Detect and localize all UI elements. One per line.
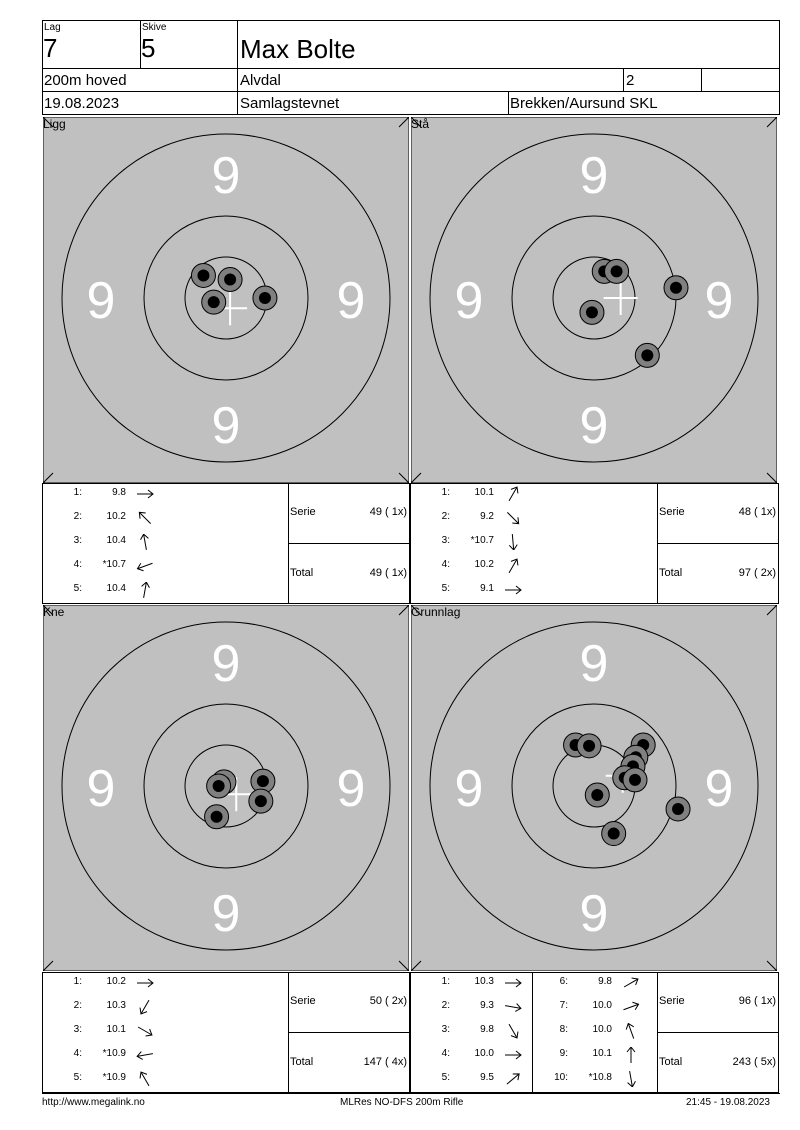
direction-arrow-icon (136, 975, 154, 991)
header-field-2: 2 (626, 72, 635, 89)
table-border (410, 483, 411, 603)
serie-value: 48 ( 1x) (738, 506, 776, 518)
direction-arrow-icon (504, 999, 522, 1015)
shot-number: 3: (73, 1024, 82, 1035)
shot-row (48, 559, 158, 575)
total-label: Total (659, 1056, 683, 1068)
shot-hole (577, 734, 601, 758)
direction-arrow-icon (136, 1071, 154, 1087)
shot-value: *10.7 (102, 559, 126, 570)
shot-number: 4: (441, 559, 450, 570)
serie-label: Serie (659, 995, 685, 1007)
skive-label: Skive (142, 22, 167, 33)
shot-row (416, 535, 526, 551)
shot-hole (585, 783, 609, 807)
shot-value: 10.3 (106, 1000, 126, 1011)
lag-label: Lag (44, 22, 61, 33)
ring-number-label: 9 (704, 760, 734, 818)
shot-value: 9.8 (480, 1024, 494, 1035)
table-border (657, 543, 778, 544)
shooter-name: Max Bolte (240, 34, 356, 64)
shot-value: 10.2 (474, 559, 494, 570)
shot-hole (205, 805, 229, 829)
direction-arrow-icon (136, 1047, 154, 1063)
shot-value: 9.5 (480, 1072, 494, 1083)
footer-timestamp: 21:45 - 19.08.2023 (686, 1097, 770, 1108)
total-label: Total (290, 1056, 314, 1068)
table-border (288, 1032, 409, 1033)
organizer-name: Brekken/Aursund SKL (510, 95, 658, 112)
ring-number-label: 9 (336, 760, 366, 818)
target-svg (43, 605, 409, 971)
target-svg (411, 605, 777, 971)
shot-row (416, 976, 526, 992)
footer-software: MLRes NO-DFS 200m Rifle (340, 1097, 464, 1108)
total-value: 243 ( 5x) (732, 1056, 776, 1068)
shot-row (416, 583, 526, 599)
ring-number-label: 9 (579, 147, 609, 205)
shot-row (416, 1000, 526, 1016)
shot-row (48, 535, 158, 551)
shot-number: 3: (73, 535, 82, 546)
table-border (410, 603, 778, 604)
shot-value: 9.8 (598, 976, 612, 987)
shot-row (416, 487, 526, 503)
score-table (42, 972, 409, 1092)
shot-hole (249, 789, 273, 813)
skive-value: 5 (141, 33, 156, 63)
shot-row (416, 511, 526, 527)
direction-arrow-icon (504, 582, 522, 598)
direction-arrow-icon (504, 1071, 522, 1087)
shot-number: 4: (73, 1048, 82, 1059)
direction-arrow-icon (504, 486, 522, 502)
shot-value: 10.1 (592, 1048, 612, 1059)
serie-value: 49 ( 1x) (369, 506, 407, 518)
shot-row (48, 511, 158, 527)
shot-row (48, 1072, 158, 1088)
shot-row (416, 559, 526, 575)
direction-arrow-icon (622, 1071, 640, 1087)
table-border (410, 972, 778, 973)
shot-row (416, 1072, 526, 1088)
shot-value: 9.3 (480, 1000, 494, 1011)
shot-hole (580, 300, 604, 324)
table-border (42, 972, 409, 973)
shot-row (48, 1048, 158, 1064)
shot-value: 10.3 (474, 976, 494, 987)
ring-number-label: 9 (579, 397, 609, 455)
table-border (42, 603, 409, 604)
shot-hole (623, 768, 647, 792)
table-border (42, 972, 43, 1092)
shot-hole (605, 259, 629, 283)
shot-hole (191, 263, 215, 287)
shot-value: 10.0 (592, 1000, 612, 1011)
total-value: 49 ( 1x) (369, 567, 407, 579)
shot-hole (666, 797, 690, 821)
shot-number: 1: (73, 487, 82, 498)
shot-hole (202, 290, 226, 314)
shot-row (534, 1024, 644, 1040)
shot-number: 7: (559, 1000, 568, 1011)
footer-url: http://www.megalink.no (42, 1097, 145, 1108)
shot-number: 4: (73, 559, 82, 570)
target-card (411, 605, 777, 971)
direction-arrow-icon (504, 1047, 522, 1063)
club-name: Alvdal (240, 72, 281, 89)
score-table (42, 483, 409, 603)
shot-row (534, 1072, 644, 1088)
total-label: Total (659, 567, 683, 579)
total-label: Total (290, 567, 314, 579)
serie-label: Serie (290, 995, 316, 1007)
shot-hole (253, 286, 277, 310)
direction-arrow-icon (504, 558, 522, 574)
shot-value: *10.7 (470, 535, 494, 546)
shot-number: 5: (73, 1072, 82, 1083)
direction-arrow-icon (136, 510, 154, 526)
target-card (43, 605, 409, 971)
shot-row (48, 1024, 158, 1040)
table-border (410, 972, 411, 1092)
ring-number-label: 9 (579, 635, 609, 693)
panel-title: Stå (411, 117, 430, 131)
shot-value: 10.2 (106, 976, 126, 987)
direction-arrow-icon (136, 1023, 154, 1039)
direction-arrow-icon (136, 999, 154, 1015)
target-card (411, 117, 777, 483)
target-card (43, 117, 409, 483)
shot-number: 2: (441, 511, 450, 522)
shot-value: 10.4 (106, 535, 126, 546)
direction-arrow-icon (622, 999, 640, 1015)
shot-hole (218, 268, 242, 292)
ring-number-label: 9 (454, 760, 484, 818)
panel-title: Grunnlag (411, 605, 461, 619)
table-border (42, 483, 43, 603)
shot-number: 3: (441, 535, 450, 546)
target-svg (43, 117, 409, 483)
shot-row (48, 487, 158, 503)
lag-value: 7 (43, 33, 58, 63)
shot-number: 4: (441, 1048, 450, 1059)
table-border (532, 972, 533, 1092)
shot-number: 10: (554, 1072, 568, 1083)
direction-arrow-icon (504, 510, 522, 526)
shot-row (534, 976, 644, 992)
shot-number: 8: (559, 1024, 568, 1035)
direction-arrow-icon (504, 1023, 522, 1039)
shot-number: 2: (73, 1000, 82, 1011)
shot-hole (207, 774, 231, 798)
direction-arrow-icon (504, 975, 522, 991)
ring-number-label: 9 (86, 272, 116, 330)
shot-hole (664, 276, 688, 300)
shot-number: 9: (559, 1048, 568, 1059)
ring-number-label: 9 (211, 635, 241, 693)
serie-label: Serie (659, 506, 685, 518)
table-border (42, 483, 409, 484)
shot-number: 3: (441, 1024, 450, 1035)
serie-value: 50 ( 2x) (369, 995, 407, 1007)
shot-value: 10.0 (592, 1024, 612, 1035)
panel-title: Kne (43, 605, 65, 619)
shot-number: 1: (441, 487, 450, 498)
shot-value: *10.9 (102, 1072, 126, 1083)
shot-row (534, 1048, 644, 1064)
direction-arrow-icon (136, 534, 154, 550)
shot-hole (635, 343, 659, 367)
table-border (778, 483, 779, 604)
shot-number: 1: (73, 976, 82, 987)
shot-value: 9.8 (112, 487, 126, 498)
ring-number-label: 9 (579, 885, 609, 943)
shot-value: 10.1 (474, 487, 494, 498)
shot-number: 2: (73, 511, 82, 522)
direction-arrow-icon (622, 975, 640, 991)
shot-value: 9.1 (480, 583, 494, 594)
ring-number-label: 9 (336, 272, 366, 330)
shot-value: 10.2 (106, 511, 126, 522)
direction-arrow-icon (622, 1023, 640, 1039)
shot-value: 10.0 (474, 1048, 494, 1059)
ring-number-label: 9 (211, 147, 241, 205)
ring-number-label: 9 (704, 272, 734, 330)
shot-row (416, 1048, 526, 1064)
direction-arrow-icon (504, 534, 522, 550)
shot-row (48, 976, 158, 992)
shot-row (416, 1024, 526, 1040)
shot-value: *10.9 (102, 1048, 126, 1059)
shot-number: 5: (441, 583, 450, 594)
class-name: 200m hoved (44, 72, 127, 89)
score-table (410, 483, 778, 603)
score-table (410, 972, 778, 1092)
total-value: 97 ( 2x) (738, 567, 776, 579)
shot-number: 2: (441, 1000, 450, 1011)
ring-number-label: 9 (86, 760, 116, 818)
serie-label: Serie (290, 506, 316, 518)
table-border (657, 1032, 778, 1033)
ring-number-label: 9 (454, 272, 484, 330)
event-date: 19.08.2023 (44, 95, 120, 112)
direction-arrow-icon (136, 486, 154, 502)
shot-row (48, 583, 158, 599)
target-svg (411, 117, 777, 483)
table-border (288, 543, 409, 544)
event-name: Samlagstevnet (240, 95, 340, 112)
shot-value: 9.2 (480, 511, 494, 522)
direction-arrow-icon (136, 582, 154, 598)
shot-number: 5: (73, 583, 82, 594)
table-border (410, 483, 778, 484)
table-border (778, 972, 779, 1093)
shot-value: *10.8 (588, 1072, 612, 1083)
serie-value: 96 ( 1x) (738, 995, 776, 1007)
direction-arrow-icon (136, 558, 154, 574)
ring-number-label: 9 (211, 397, 241, 455)
shot-hole (602, 822, 626, 846)
shot-value: 10.1 (106, 1024, 126, 1035)
shot-number: 6: (559, 976, 568, 987)
shot-number: 1: (441, 976, 450, 987)
shot-row (534, 1000, 644, 1016)
ring-number-label: 9 (211, 885, 241, 943)
shot-row (48, 1000, 158, 1016)
direction-arrow-icon (622, 1047, 640, 1063)
total-value: 147 ( 4x) (363, 1056, 407, 1068)
shot-value: 10.4 (106, 583, 126, 594)
panel-title: Ligg (43, 117, 66, 131)
shot-number: 5: (441, 1072, 450, 1083)
